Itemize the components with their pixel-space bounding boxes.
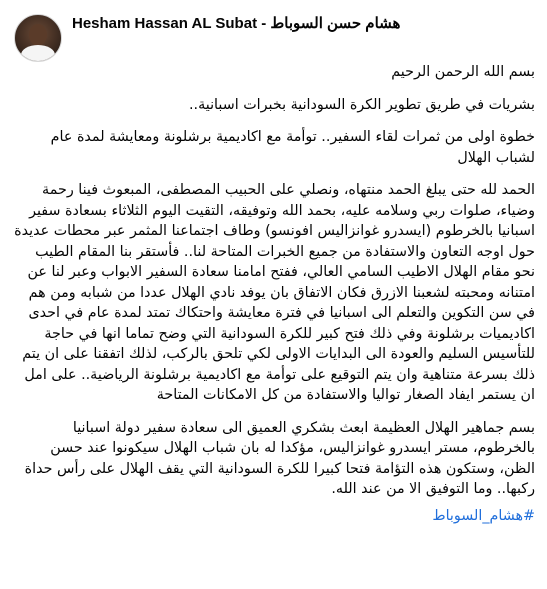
author-avatar[interactable]: [14, 14, 62, 62]
post-paragraph-subheadline: خطوة اولى من ثمرات لقاء السفير.. توأمة مع اكاديمية برشلونة ومعايشة لمدة عام لشباب الهلال: [50, 129, 535, 166]
post-body: [12, 62, 535, 526]
author-name[interactable]: Hesham Hassan AL Subat - هشام حسن السوباط: [72, 15, 401, 32]
post-header: [0, 0, 547, 56]
post-paragraph-greeting: بسم الله الرحمن الرحيم: [391, 64, 535, 80]
hashtag-link[interactable]: #هشام_السوباط: [432, 507, 535, 524]
post-paragraph-main: الحمد لله حتى يبلغ الحمد منتهاه، ونصلي على الحبيب المصطفى، المبعوث فينا رحمة وضياء، صلوات ربي وسلامه عليه، بحمد الله وتوفيقه، التقيت اليوم الثلاثاء بسعادة سفير اسبانيا بالخرطوم (ايسدرو غوانزاليس افونسو) وطاف اجتماعنا المثمر عبر محطات عديدة حول اوجه التعاون والاستفادة من جميع الخبرات المتاحة لنا.. فأستقر بنا المقام الطيب نحو مقام الهلال الاطيب السامي العالي، ففتح امامنا سعادة السفير الابواب وعبر لنا عن امتنانه ومحبته لشعبنا الازرق فكان الاتفاق بان يوفد نادي الهلال عددا من شبابه ومن هم في سن التكوين والتعلم الى اسبانيا في فترة معايشة واحتكاك تمتد لمدة عام في احدى اكاديميات برشلونة وفي ذلك فتح كبير للكرة السودانية التي وضح تماما انها في حاجة للتأسيس السليم والعودة الى البدايات الاولى لكي تلحق بالركب، لذلك اتفقنا على ان يتم ذلك بسرعة متناهية وان يتم التوقيع على توأمة مع اكاديمية برشلونة الرياضية.. على امل ان يستمر ايفاد الصغار تواليا والاستفادة من كل الامكانات المتاحة: [14, 182, 535, 403]
avatar-face: [29, 24, 47, 46]
post-paragraph-thanks: بسم جماهير الهلال العظيمة ابعث بشكري العميق الى سعادة سفير دولة اسبانيا بالخرطوم، مستر ايسدرو غوانزاليس، مؤكدا له بان شباب الهلال سيكونوا عند حسن الظن، وستكون هذه التؤامة فتحا كبيرا للكرة السودانية التي يقف الهلال على رأس حداة ركبها.. وما التوفيق الا من عند الله.: [24, 419, 535, 497]
post-paragraph-headline: بشريات في طريق تطوير الكرة السودانية بخبرات اسبانية..: [189, 96, 535, 113]
avatar-shirt: [21, 45, 55, 62]
